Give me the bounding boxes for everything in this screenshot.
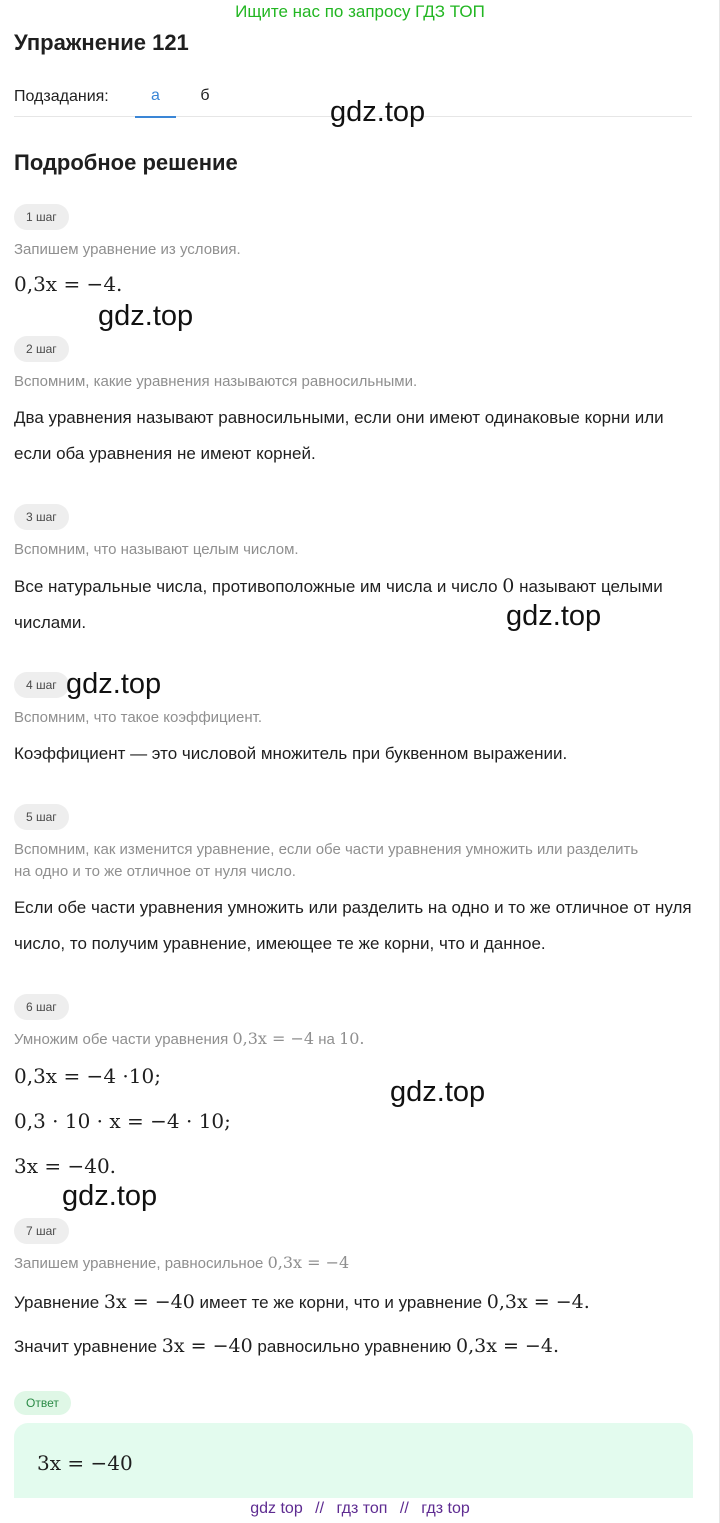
footer-link-2[interactable]: гдз топ xyxy=(336,1500,388,1517)
step-desc-6 xyxy=(14,1028,694,1051)
step-badge-6: 6 шаг xyxy=(14,994,69,1020)
tab-subtask-b[interactable]: б xyxy=(200,87,210,104)
step-text-7-l1-m2: 0,3x = −4. xyxy=(486,1291,590,1313)
watermark: gdz.top xyxy=(62,1180,158,1212)
step-text-4: Коэффициент — это числовой множитель при буквенном выражении. xyxy=(14,744,568,763)
step-text-5: Если обе части уравнения умножить или разделить на одно и то же отличное от нуля число, то получим уравнение, имеющее те же корни, что и данное. xyxy=(14,898,692,953)
watermark: gdz.top xyxy=(66,668,162,700)
step-text-7-l2-b: равносильно уравнению xyxy=(257,1337,452,1356)
step-text-7-l1-a: Уравнение xyxy=(14,1293,100,1312)
answer-box xyxy=(14,1423,693,1498)
step-desc-6-math: 0,3x = −4 xyxy=(232,1029,315,1048)
step-text-7-line2 xyxy=(14,1328,704,1365)
step-badge-5: 5 шаг xyxy=(14,804,69,830)
step-desc-1: Запишем уравнение из условия. xyxy=(14,241,241,258)
step-text-7-l1-m1: 3x = −40 xyxy=(103,1291,195,1313)
step-math-6-line3: 3x = −40. xyxy=(14,1154,117,1178)
step-math-1: 0,3x = −4. xyxy=(14,272,123,296)
watermark: gdz.top xyxy=(330,96,426,128)
step-text-3-part2: называют целыми числами. xyxy=(14,577,663,632)
answer-badge: Ответ xyxy=(14,1391,71,1415)
footer-separator: // xyxy=(399,1500,409,1517)
subtasks-label: Подзадания: xyxy=(14,88,109,105)
step-text-7-line1 xyxy=(14,1284,704,1321)
step-text-7-l1-b: имеет те же корни, что и уравнение xyxy=(199,1293,483,1312)
footer-link-1[interactable]: gdz top xyxy=(250,1500,303,1517)
watermark: gdz.top xyxy=(98,300,194,332)
step-text-2: Два уравнения называют равносильными, если они имеют одинаковые корни или если оба уравнения не имеют корней. xyxy=(14,408,664,463)
step-desc-2: Вспомним, какие уравнения называются равносильными. xyxy=(14,373,418,390)
step-desc-7-part1: Запишем уравнение, равносильное xyxy=(14,1255,264,1272)
solution-title: Подробное решение xyxy=(14,150,238,175)
answer-math: 3x = −40 xyxy=(37,1451,133,1475)
step-desc-6-math2: 10. xyxy=(339,1029,365,1048)
step-text-3-part1: Все натуральные числа, противоположные им числа и число xyxy=(14,577,498,596)
step-badge-4: 4 шаг xyxy=(14,672,69,698)
tab-subtask-a[interactable]: а xyxy=(135,84,176,118)
step-desc-7 xyxy=(14,1252,694,1275)
step-text-3-math: 0 xyxy=(502,575,515,597)
step-math-6-line1: 0,3x = −4 ·10; xyxy=(14,1064,161,1088)
watermark: gdz.top xyxy=(506,600,602,632)
footer-separator: // xyxy=(315,1500,325,1517)
step-badge-1: 1 шаг xyxy=(14,204,69,230)
step-text-7-l2-m2: 0,3x = −4. xyxy=(456,1335,559,1357)
step-desc-5: Вспомним, как изменится уравнение, если обе части уравнения умножить или разделить на одно и то же отличное от нуля число. xyxy=(14,841,639,880)
step-text-7-l2-m1: 3x = −40 xyxy=(161,1335,253,1357)
footer-links xyxy=(0,1497,720,1523)
step-badge-7: 7 шаг xyxy=(14,1218,69,1244)
step-desc-6-part2: на xyxy=(318,1031,335,1048)
step-desc-7-math: 0,3x = −4 xyxy=(267,1253,350,1272)
step-text-7-l2-a: Значит уравнение xyxy=(14,1337,158,1356)
watermark: gdz.top xyxy=(390,1076,486,1108)
footer-link-3[interactable]: гдз top xyxy=(421,1500,470,1517)
step-desc-3: Вспомним, что называют целым числом. xyxy=(14,541,299,558)
top-banner: Ищите нас по запросу ГДЗ ТОП xyxy=(235,2,485,21)
step-desc-4: Вспомним, что такое коэффициент. xyxy=(14,709,263,726)
exercise-title: Упражнение 121 xyxy=(14,30,189,55)
step-badge-2: 2 шаг xyxy=(14,336,69,362)
step-desc-6-part1: Умножим обе части уравнения xyxy=(14,1031,229,1048)
step-math-6-line2: 0,3 · 10 · x = −4 · 10; xyxy=(14,1109,231,1133)
step-badge-3: 3 шаг xyxy=(14,504,69,530)
